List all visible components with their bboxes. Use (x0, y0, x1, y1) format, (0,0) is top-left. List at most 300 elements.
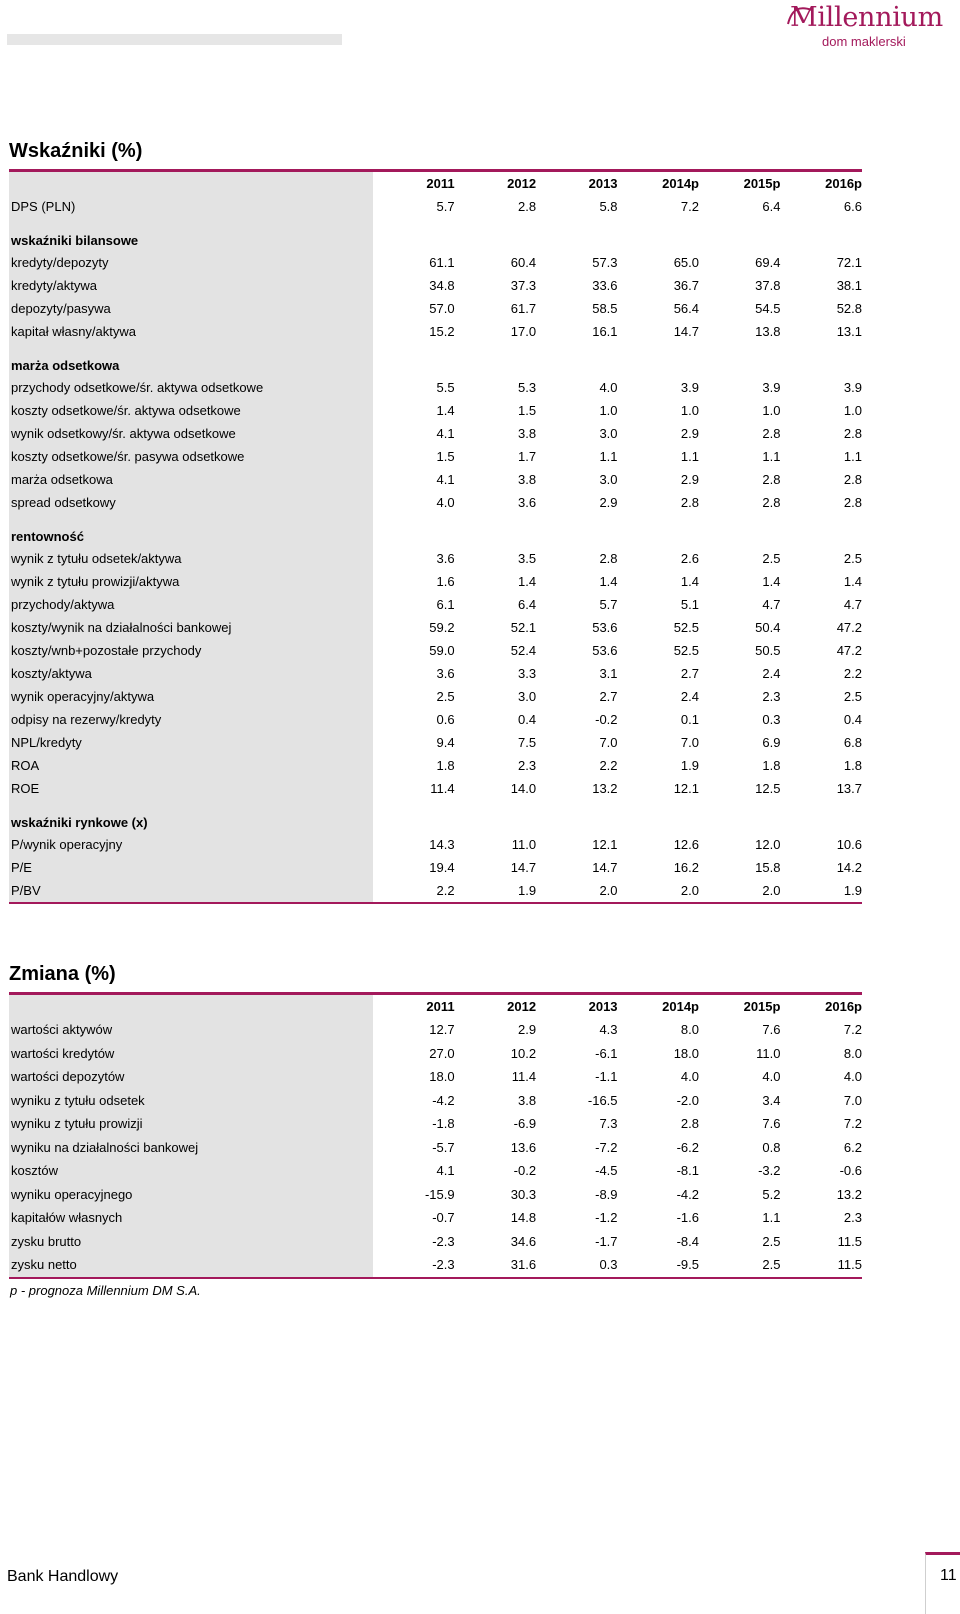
value-cell: 56.4 (673, 301, 699, 316)
value-cell: 58.5 (592, 301, 618, 316)
table-row (9, 1253, 862, 1278)
year-header: 2011 (426, 999, 455, 1014)
ratios-table (9, 172, 862, 904)
value-cell: -3.2 (758, 1163, 781, 1179)
row-label: odpisy na rezerwy/kredyty (9, 708, 373, 731)
value-cell: 5.7 (436, 199, 455, 214)
value-cell: 18.0 (673, 1045, 699, 1061)
value-cell: 4.0 (680, 1069, 699, 1085)
value-cell: 30.3 (510, 1186, 537, 1202)
row-label: przychody/aktywa (9, 593, 373, 616)
value-cell: 2.8 (843, 495, 862, 510)
table-row (9, 1089, 862, 1113)
value-cell: 1.5 (517, 403, 537, 418)
value-cell: 3.0 (599, 426, 618, 441)
value-cell: 2.8 (599, 551, 618, 566)
empty-cell (373, 218, 454, 251)
value-cell: 53.6 (592, 620, 618, 635)
value-cell: 2.3 (517, 758, 537, 773)
value-cell: 34.6 (510, 1233, 537, 1249)
value-cell: -6.1 (595, 1045, 618, 1061)
value-cell: 2.8 (680, 495, 699, 510)
value-cell: 9.4 (436, 735, 455, 750)
year-header: 2012 (507, 999, 537, 1014)
value-cell: 50.5 (755, 643, 781, 658)
table-row (9, 445, 862, 468)
group-label: rentowność (9, 514, 373, 547)
value-cell: 59.2 (429, 620, 455, 635)
value-cell: 1.0 (680, 403, 699, 418)
value-cell: 5.2 (762, 1186, 781, 1202)
value-cell: 50.4 (755, 620, 781, 635)
footer-company: Bank Handlowy (7, 1568, 119, 1585)
value-cell: 7.0 (843, 1092, 862, 1108)
value-cell: 7.2 (843, 1116, 862, 1132)
value-cell: 2.8 (843, 426, 862, 441)
value-cell: 16.1 (592, 324, 618, 339)
section-zmiana (9, 963, 862, 1298)
value-cell: 36.7 (673, 278, 699, 293)
table-row (9, 731, 862, 754)
value-cell: -1.1 (595, 1069, 618, 1085)
value-cell: 38.1 (836, 278, 862, 293)
value-cell: -5.7 (432, 1139, 455, 1155)
value-cell: 1.0 (762, 403, 781, 418)
group-label: wskaźniki bilansowe (9, 218, 373, 251)
table-row (9, 468, 862, 491)
table-row (9, 1112, 862, 1136)
page-footer (0, 1540, 960, 1611)
row-label: NPL/kredyty (9, 731, 373, 754)
value-cell: 10.6 (836, 837, 862, 852)
value-cell: 1.4 (599, 574, 618, 589)
value-cell: 0.3 (536, 1253, 617, 1278)
value-cell: 1.4 (517, 574, 537, 589)
table-row (9, 879, 862, 903)
row-label: P/E (9, 856, 373, 879)
row-label: koszty odsetkowe/śr. aktywa odsetkowe (9, 399, 373, 422)
value-cell: 1.1 (762, 449, 781, 464)
value-cell: 6.4 (517, 597, 537, 612)
table-row (9, 1183, 862, 1207)
value-cell: 12.5 (755, 781, 781, 796)
logo-name: Millennium (790, 2, 943, 33)
value-cell: -4.5 (595, 1163, 618, 1179)
value-cell: 3.0 (599, 472, 618, 487)
value-cell: 0.1 (680, 712, 699, 727)
row-label: marża odsetkowa (9, 468, 373, 491)
value-cell: 2.9 (680, 472, 699, 487)
value-cell: 14.0 (510, 781, 537, 796)
value-cell: 3.6 (517, 495, 537, 510)
table-row (9, 251, 862, 274)
value-cell: 1.1 (843, 449, 862, 464)
value-cell: 4.1 (436, 472, 455, 487)
value-cell: 3.8 (517, 472, 537, 487)
row-label: kosztów (9, 1159, 373, 1183)
value-cell: 5.8 (599, 199, 618, 214)
value-cell: 3.9 (843, 380, 862, 395)
value-cell: 1.4 (680, 574, 699, 589)
value-cell: -8.9 (595, 1186, 618, 1202)
value-cell: 12.1 (592, 837, 618, 852)
value-cell: 5.3 (517, 380, 537, 395)
row-label: koszty odsetkowe/śr. pasywa odsetkowe (9, 445, 373, 468)
value-cell: 6.4 (762, 199, 781, 214)
value-cell: 2.4 (762, 666, 781, 681)
empty-cell (455, 343, 536, 376)
value-cell: 61.1 (429, 255, 455, 270)
table-row (9, 320, 862, 343)
year-header: 2014p (662, 999, 699, 1014)
value-cell: 1.9 (780, 879, 862, 903)
value-cell: 2.6 (680, 551, 699, 566)
value-cell: 18.0 (429, 1069, 455, 1085)
footnote: p - prognoza Millennium DM S.A. (10, 1282, 201, 1298)
value-cell: 65.0 (673, 255, 699, 270)
value-cell: -8.1 (676, 1163, 699, 1179)
value-cell: 3.5 (517, 551, 537, 566)
table-row (9, 593, 862, 616)
value-cell: 1.5 (436, 449, 455, 464)
value-cell: 1.8 (762, 758, 781, 773)
value-cell: 1.8 (436, 758, 455, 773)
value-cell: 4.7 (843, 597, 862, 612)
value-cell: 3.9 (762, 380, 781, 395)
value-cell: 5.7 (599, 597, 618, 612)
year-header: 2015p (743, 999, 781, 1014)
value-cell: 1.1 (680, 449, 699, 464)
value-cell: 17.0 (510, 324, 537, 339)
value-cell: 2.5 (843, 551, 862, 566)
year-header: 2011 (426, 176, 455, 191)
group-row (9, 343, 862, 376)
value-cell: 4.0 (762, 1069, 781, 1085)
value-cell: 1.4 (843, 574, 862, 589)
row-label: depozyty/pasywa (9, 297, 373, 320)
row-label: wartości kredytów (9, 1042, 373, 1066)
value-cell: 52.1 (510, 620, 537, 635)
value-cell: 13.7 (836, 781, 862, 796)
value-cell: 3.6 (436, 551, 455, 566)
value-cell: -16.5 (587, 1092, 618, 1108)
row-label: koszty/aktywa (9, 662, 373, 685)
value-cell: 10.2 (510, 1045, 537, 1061)
empty-cell (618, 218, 699, 251)
value-cell: 15.8 (755, 860, 781, 875)
value-cell: 61.7 (510, 301, 537, 316)
value-cell: 37.3 (510, 278, 537, 293)
value-cell: 14.2 (836, 860, 862, 875)
table-row (9, 639, 862, 662)
value-cell: 72.1 (836, 255, 862, 270)
value-cell: 1.7 (517, 449, 537, 464)
value-cell: -1.8 (432, 1116, 455, 1132)
row-label: wyniku z tytułu odsetek (9, 1089, 373, 1113)
value-cell: 2.3 (762, 689, 781, 704)
value-cell: 7.2 (680, 199, 699, 214)
value-cell: 57.0 (429, 301, 455, 316)
group-row (9, 514, 862, 547)
value-cell: -0.6 (839, 1163, 862, 1179)
table-row (9, 1159, 862, 1183)
group-row (9, 800, 862, 833)
empty-cell (699, 218, 780, 251)
table-row (9, 616, 862, 639)
value-cell: 2.8 (517, 199, 537, 214)
value-cell: 3.6 (436, 666, 455, 681)
value-cell: 2.5 (436, 689, 455, 704)
year-header: 2012 (507, 176, 537, 191)
value-cell: 7.3 (599, 1116, 618, 1132)
group-label: wskaźniki rynkowe (x) (9, 800, 373, 833)
value-cell: 1.4 (436, 403, 455, 418)
value-cell: 11.4 (430, 781, 455, 796)
group-row (9, 218, 862, 251)
value-cell: 6.2 (843, 1139, 862, 1155)
header-label-cell (9, 995, 373, 1018)
value-cell: -9.5 (618, 1253, 699, 1278)
empty-cell (780, 514, 862, 547)
value-cell: -8.4 (676, 1233, 699, 1249)
value-cell: 3.3 (517, 666, 537, 681)
value-cell: 1.0 (843, 403, 862, 418)
empty-cell (373, 514, 454, 547)
value-cell: 3.9 (680, 380, 699, 395)
value-cell: -2.3 (432, 1233, 455, 1249)
row-label: wyniku na działalności bankowej (9, 1136, 373, 1160)
value-cell: 11.4 (511, 1069, 537, 1085)
value-cell: 47.2 (836, 620, 862, 635)
table-row (9, 856, 862, 879)
value-cell: 33.6 (592, 278, 618, 293)
value-cell: 8.0 (843, 1045, 862, 1061)
value-cell: 1.9 (455, 879, 536, 903)
empty-cell (455, 218, 536, 251)
value-cell: 2.9 (599, 495, 618, 510)
section-title: Zmiana (%) (9, 963, 862, 995)
value-cell: 2.9 (517, 1022, 537, 1038)
value-cell: -0.2 (595, 712, 618, 727)
row-label: wyniku z tytułu prowizji (9, 1112, 373, 1136)
value-cell: 4.3 (599, 1022, 618, 1038)
value-cell: 12.0 (755, 837, 781, 852)
value-cell: 1.8 (843, 758, 862, 773)
table-row (9, 422, 862, 445)
row-label: P/BV (9, 879, 373, 903)
value-cell: 2.8 (762, 472, 781, 487)
value-cell: 13.8 (755, 324, 781, 339)
empty-cell (373, 800, 454, 833)
value-cell: 53.6 (592, 643, 618, 658)
row-label: kredyty/depozyty (9, 251, 373, 274)
empty-cell (373, 343, 454, 376)
value-cell: 6.8 (843, 735, 862, 750)
empty-cell (536, 800, 617, 833)
value-cell: 2.0 (618, 879, 699, 903)
row-label: ROE (9, 777, 373, 800)
value-cell: 2.2 (599, 758, 618, 773)
value-cell: -7.2 (595, 1139, 618, 1155)
value-cell: 3.0 (517, 689, 537, 704)
value-cell: 69.4 (755, 255, 781, 270)
header-rule (7, 34, 342, 45)
value-cell: 4.1 (436, 1163, 455, 1179)
value-cell: 6.9 (762, 735, 781, 750)
value-cell: -0.7 (432, 1210, 455, 1226)
value-cell: -6.9 (513, 1116, 537, 1132)
group-label: marża odsetkowa (9, 343, 373, 376)
value-cell: 1.9 (680, 758, 699, 773)
value-cell: 2.8 (680, 1116, 699, 1132)
empty-cell (536, 343, 617, 376)
value-cell: 1.1 (599, 449, 618, 464)
value-cell: 7.6 (762, 1116, 781, 1132)
row-label: koszty/wynik na działalności bankowej (9, 616, 373, 639)
value-cell: 3.8 (517, 1092, 537, 1108)
value-cell: -1.6 (676, 1210, 699, 1226)
value-cell: 0.3 (762, 712, 781, 727)
table-row (9, 833, 862, 856)
header-row (9, 172, 862, 195)
value-cell: 7.0 (680, 735, 699, 750)
value-cell: -4.2 (676, 1186, 699, 1202)
empty-cell (455, 800, 536, 833)
value-cell: 2.2 (373, 879, 454, 903)
row-label: kredyty/aktywa (9, 274, 373, 297)
value-cell: -15.9 (424, 1186, 455, 1202)
value-cell: 5.5 (436, 380, 455, 395)
table-row (9, 754, 862, 777)
empty-cell (618, 514, 699, 547)
year-header: 2013 (588, 999, 618, 1014)
value-cell: 57.3 (592, 255, 618, 270)
value-cell: 3.1 (599, 666, 618, 681)
empty-cell (699, 343, 780, 376)
section-wskazniki (9, 140, 862, 904)
table-row (9, 1018, 862, 1042)
table-row (9, 777, 862, 800)
value-cell: 13.1 (836, 324, 862, 339)
value-cell: 1.1 (762, 1210, 781, 1226)
page-number: 11 (940, 1567, 957, 1584)
table-row (9, 297, 862, 320)
value-cell: 52.5 (673, 620, 699, 635)
row-label: ROA (9, 754, 373, 777)
value-cell: 12.1 (673, 781, 699, 796)
value-cell: 2.8 (762, 426, 781, 441)
value-cell: 0.8 (762, 1139, 781, 1155)
row-label: kapitał własny/aktywa (9, 320, 373, 343)
value-cell: 11.0 (511, 837, 537, 852)
value-cell: 2.7 (680, 666, 699, 681)
value-cell: -2.3 (373, 1253, 454, 1278)
millennium-logo (790, 2, 943, 49)
row-label: wyniku operacyjnego (9, 1183, 373, 1207)
table-row (9, 1065, 862, 1089)
value-cell: 3.4 (762, 1092, 781, 1108)
value-cell: 14.3 (429, 837, 455, 852)
value-cell: 2.5 (843, 689, 862, 704)
row-label: przychody odsetkowe/śr. aktywa odsetkowe (9, 376, 373, 399)
header-row (9, 995, 862, 1018)
table-row (9, 662, 862, 685)
table-row (9, 195, 862, 218)
value-cell: 2.9 (680, 426, 699, 441)
empty-cell (699, 514, 780, 547)
value-cell: 11.5 (780, 1253, 862, 1278)
value-cell: 15.2 (429, 324, 455, 339)
value-cell: 52.8 (836, 301, 862, 316)
table-row (9, 274, 862, 297)
row-label: DPS (PLN) (9, 195, 373, 218)
row-label: kapitałów własnych (9, 1206, 373, 1230)
value-cell: -4.2 (432, 1092, 455, 1108)
value-cell: 14.7 (510, 860, 537, 875)
empty-cell (780, 800, 862, 833)
value-cell: 2.8 (762, 495, 781, 510)
header-label-cell (9, 172, 373, 195)
value-cell: 5.1 (680, 597, 699, 612)
table-row (9, 1230, 862, 1254)
value-cell: 1.0 (599, 403, 618, 418)
value-cell: -6.2 (676, 1139, 699, 1155)
value-cell: 12.7 (429, 1022, 455, 1038)
value-cell: 6.6 (843, 199, 862, 214)
value-cell: -1.2 (595, 1210, 618, 1226)
row-label: wynik operacyjny/aktywa (9, 685, 373, 708)
year-header: 2016p (825, 999, 862, 1014)
value-cell: 2.8 (843, 472, 862, 487)
row-label: koszty/wnb+pozostałe przychody (9, 639, 373, 662)
table-row (9, 685, 862, 708)
value-cell: 4.0 (436, 495, 455, 510)
value-cell: 4.0 (599, 380, 618, 395)
empty-cell (536, 514, 617, 547)
value-cell: 47.2 (836, 643, 862, 658)
value-cell: 2.5 (762, 1233, 781, 1249)
value-cell: 13.2 (836, 1186, 862, 1202)
value-cell: 0.6 (436, 712, 455, 727)
value-cell: 8.0 (680, 1022, 699, 1038)
value-cell: 1.6 (436, 574, 455, 589)
year-header: 2015p (743, 176, 781, 191)
row-label: zysku brutto (9, 1230, 373, 1254)
value-cell: 31.6 (455, 1253, 536, 1278)
value-cell: -0.2 (513, 1163, 537, 1179)
value-cell: 34.8 (429, 278, 455, 293)
year-header: 2013 (588, 176, 618, 191)
value-cell: 1.4 (762, 574, 781, 589)
logo-subtitle: dom maklerski (822, 34, 906, 49)
value-cell: 37.8 (755, 278, 781, 293)
value-cell: 2.4 (680, 689, 699, 704)
empty-cell (699, 800, 780, 833)
value-cell: 7.6 (762, 1022, 781, 1038)
value-cell: 0.4 (517, 712, 537, 727)
value-cell: 14.7 (673, 324, 699, 339)
value-cell: 14.8 (510, 1210, 537, 1226)
value-cell: 11.5 (837, 1233, 862, 1249)
table-row (9, 1136, 862, 1160)
table-row (9, 570, 862, 593)
row-label: spread odsetkowy (9, 491, 373, 514)
value-cell: 54.5 (755, 301, 781, 316)
row-label: wynik odsetkowy/śr. aktywa odsetkowe (9, 422, 373, 445)
table-row (9, 1206, 862, 1230)
value-cell: 2.5 (762, 551, 781, 566)
empty-cell (455, 514, 536, 547)
